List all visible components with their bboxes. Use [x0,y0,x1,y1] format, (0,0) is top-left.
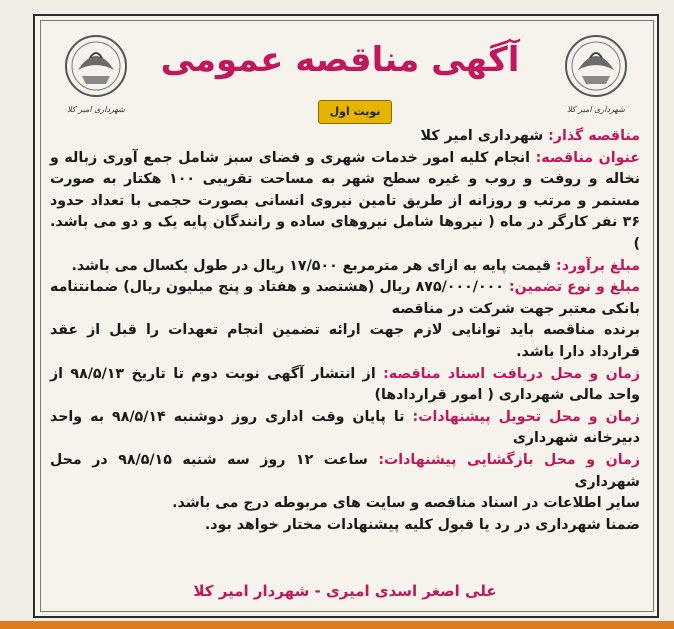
round-badge: نوبت اول [318,100,392,124]
section-label: مناقصه گذار: [548,128,640,144]
section-text: انجام کلیه امور خدمات شهری و فضای سبز شامل جمع آوری زباله و نخاله و روفت و روب و غیره سطح شهر به مساحت تقریبی ۱۰۰ هکتار به صورت مستمر و مرتب و روزانه از طریق تامین نیروی انسانی بصورت حجمی با تعداد حدود ۳۶ نفر کارگر در ماه ( نیروها شامل نیروهای ساده و رانندگان پایه یک و دو می باشد. ) [50,149,640,252]
section-text: تا پایان وقت اداری روز دوشنبه ۹۸/۵/۱۴ به واحد دبیرخانه شهرداری [50,408,640,447]
notice-title: آگهی مناقصه عمومی [160,40,520,80]
section-label: زمان و محل تحویل پیشنهادات: [412,408,640,425]
section-other-info [50,493,640,515]
section-text: سایر اطلاعات در اسناد مناقصه و سایت های مربوطه درج می باشد. [172,495,640,512]
section-text: برنده مناقصه باید توانایی لازم جهت ارائه تضمین انجام تعهدات را قبل از عقد قرارداد دارا باشد. [50,322,640,360]
section-label: زمان و محل دریافت اسناد مناقصه: [383,365,640,382]
section-text: ضمنا شهرداری در رد یا قبول کلیه پیشنهادات مختار خواهد بود. [204,516,640,533]
section-text: ۸۷۵/۰۰۰/۰۰۰ ریال (هشتصد و هفتاد و پنج میلیون ریال) ضمانتنامه بانکی معتبر جهت شرکت در مناقصه [50,279,640,317]
section-label: مبلغ برآورد: [556,257,640,274]
section-winner-note [50,320,640,363]
notice-body [50,126,640,536]
municipality-logo-left [60,34,132,114]
section-rights [50,515,640,537]
section-text: قیمت پایه به ازای هر مترمربع ۱۷/۵۰۰ ریال در طول یکسال می باشد. [71,257,557,274]
section-text: از انتشار آگهی نوبت دوم تا تاریخ ۹۸/۵/۱۳ از واحد مالی شهرداری ( امور قراردادها) [50,365,640,404]
section-submission [50,407,640,450]
section-guarantee [50,277,640,320]
section-text: ساعت ۱۲ روز سه شنبه ۹۸/۵/۱۵ در محل شهرداری [50,451,640,490]
section-label: مبلغ و نوع تضمین: [509,279,640,296]
section-tender-title [50,148,640,256]
section-estimate [50,256,640,278]
section-opening [50,450,640,493]
section-documents [50,364,640,407]
logo-caption: شهرداری امیر کلا [67,105,125,114]
section-label: عنوان مناقصه: [535,149,640,166]
emblem-icon [60,34,132,100]
signature: علی اصغر اسدی امیری - شهردار امیر کلا [193,582,497,600]
bottom-strip [0,621,674,629]
emblem-icon [560,34,632,100]
logo-caption: شهرداری امیر کلا [567,105,625,114]
section-text: شهرداری امیر کلا [420,128,549,144]
municipality-logo-right [560,34,632,114]
section-label: زمان و محل بازگشایی پیشنهادات: [378,451,641,468]
section-tenderer [50,126,640,148]
